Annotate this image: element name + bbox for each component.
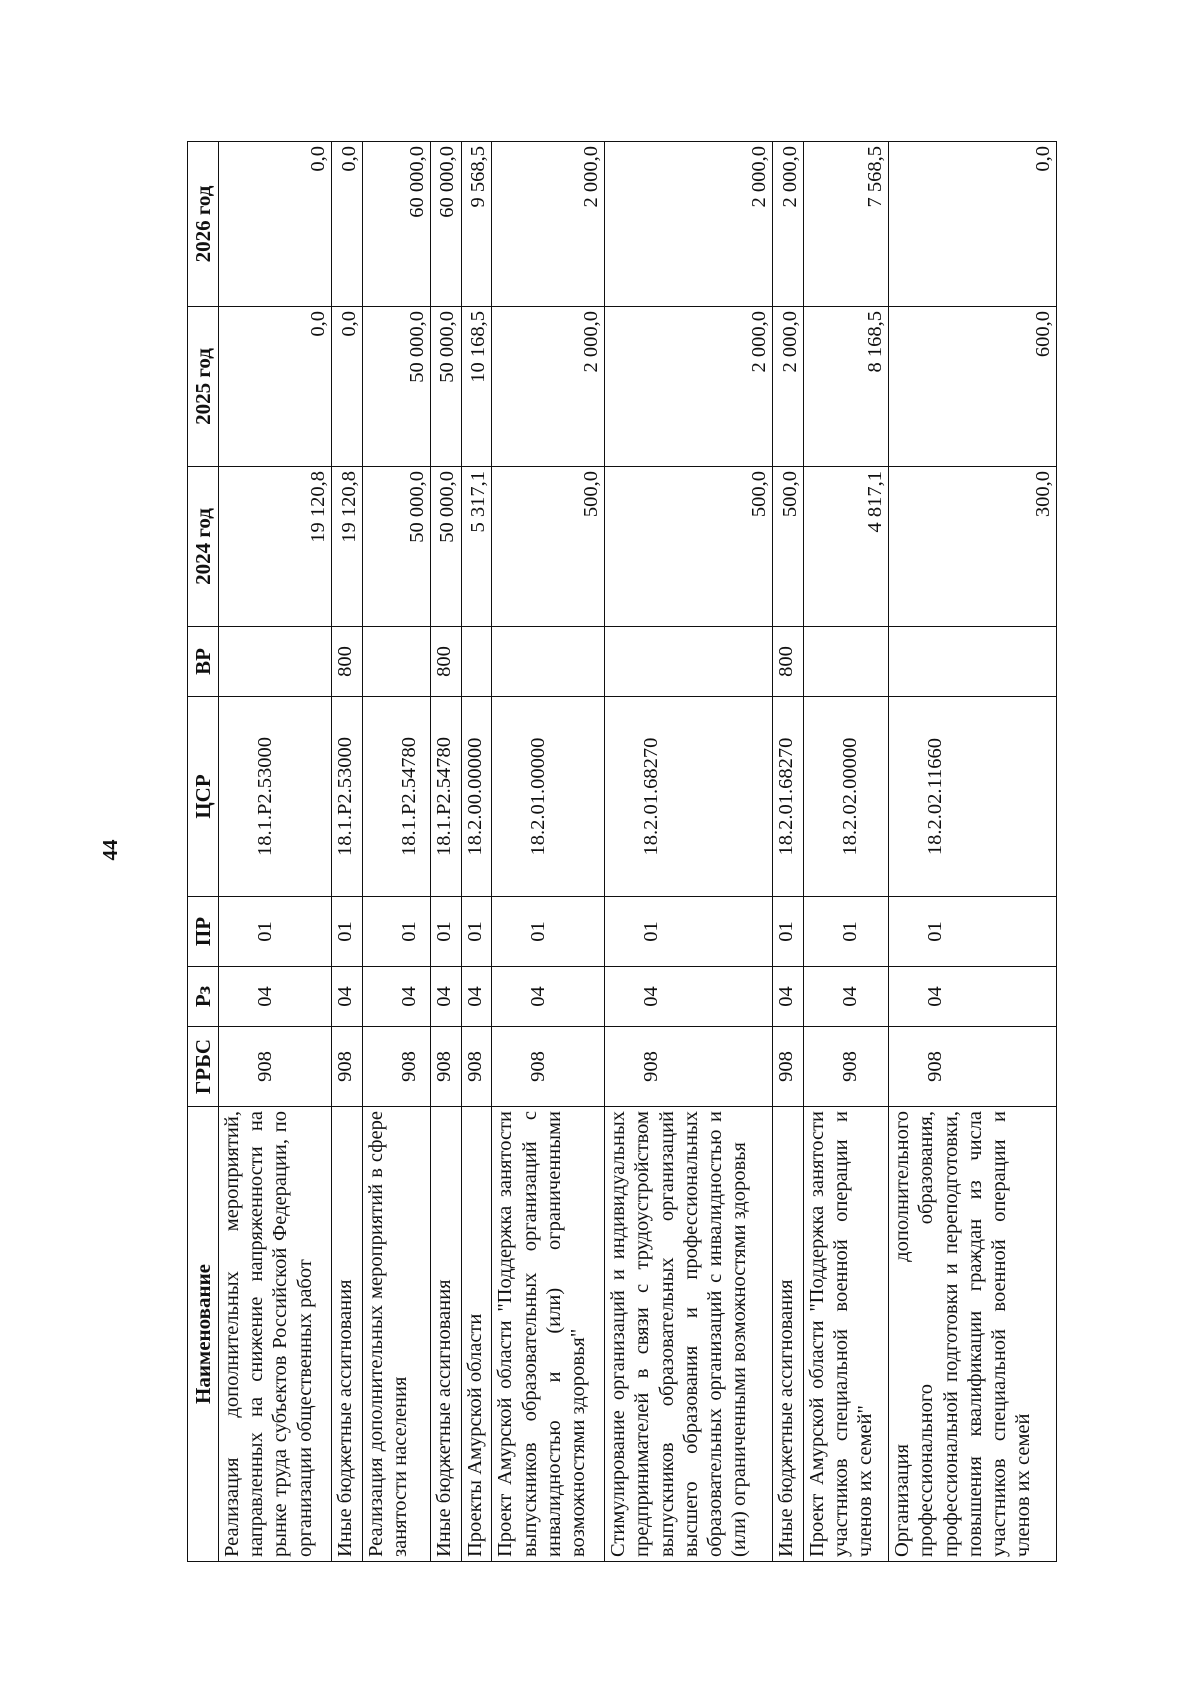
row-csr-cell: 18.1.P2.53000 xyxy=(219,697,332,897)
row-pr-cell: 01 xyxy=(772,897,803,967)
row-2026-cell: 0,0 xyxy=(889,142,1057,307)
row-2026-cell: 2 000,0 xyxy=(605,142,773,307)
row-vr-cell: 800 xyxy=(772,627,803,697)
row-vr-cell xyxy=(492,627,605,697)
row-2025-cell: 50 000,0 xyxy=(430,307,461,467)
row-csr-cell: 18.1.P2.54780 xyxy=(362,697,430,897)
table-row xyxy=(803,142,889,1562)
col-header-vr: ВР xyxy=(188,627,219,697)
row-2026-cell: 60 000,0 xyxy=(430,142,461,307)
budget-table xyxy=(187,141,1057,1562)
table-row xyxy=(430,142,461,1562)
row-2024-cell: 300,0 xyxy=(889,467,1057,627)
col-header-pr: ПР xyxy=(188,897,219,967)
row-grbs-cell: 908 xyxy=(605,1027,773,1107)
row-grbs-cell: 908 xyxy=(219,1027,332,1107)
row-vr-cell xyxy=(605,627,773,697)
row-vr-cell: 800 xyxy=(430,627,461,697)
col-header-rz: Рз xyxy=(188,967,219,1027)
row-2025-cell: 2 000,0 xyxy=(492,307,605,467)
row-grbs-cell: 908 xyxy=(362,1027,430,1107)
row-2026-cell: 7 568,5 xyxy=(803,142,889,307)
row-name-cell: Реализация дополнительных мероприятий в сфере занятости населения xyxy=(362,1107,430,1562)
row-name-cell: Стимулирование организаций и индивидуальных предпринимателей в связи с трудоустройством выпускников образовательных организаций высшего образования и профессиональных образовательных организаций с инвалидностью и (или) ограниченными возможностями здоровья xyxy=(605,1107,773,1562)
col-header-2026: 2026 год xyxy=(188,142,219,307)
row-name-cell: Иные бюджетные ассигнования xyxy=(772,1107,803,1562)
row-rz-cell: 04 xyxy=(461,967,492,1027)
row-grbs-cell: 908 xyxy=(803,1027,889,1107)
table-row xyxy=(889,142,1057,1562)
row-csr-cell: 18.2.01.00000 xyxy=(492,697,605,897)
row-name-cell: Иные бюджетные ассигнования xyxy=(430,1107,461,1562)
row-csr-cell: 18.2.01.68270 xyxy=(772,697,803,897)
row-name-cell: Реализация дополнительных мероприятий, направленных на снижение напряженности на рынке труда субъектов Российской Федерации, по организации общественных работ xyxy=(219,1107,332,1562)
row-pr-cell: 01 xyxy=(331,897,362,967)
row-2024-cell: 50 000,0 xyxy=(430,467,461,627)
row-name-cell: Организация дополнительного профессионального образования, профессиональной подготовки и переподготовки, повышения квалификации граждан из числа участников специальной военной операции и членов их семей xyxy=(889,1107,1057,1562)
budget-table-rotated xyxy=(187,142,1057,1562)
row-name-cell: Проекты Амурской области xyxy=(461,1107,492,1562)
row-rz-cell: 04 xyxy=(492,967,605,1027)
col-header-csr: ЦСР xyxy=(188,697,219,897)
row-2024-cell: 50 000,0 xyxy=(362,467,430,627)
row-vr-cell: 800 xyxy=(331,627,362,697)
row-rz-cell: 04 xyxy=(362,967,430,1027)
row-grbs-cell: 908 xyxy=(461,1027,492,1107)
row-csr-cell: 18.2.00.00000 xyxy=(461,697,492,897)
row-2026-cell: 60 000,0 xyxy=(362,142,430,307)
row-2024-cell: 5 317,1 xyxy=(461,467,492,627)
row-vr-cell xyxy=(803,627,889,697)
row-2025-cell: 0,0 xyxy=(219,307,332,467)
row-2025-cell: 2 000,0 xyxy=(605,307,773,467)
col-header-name: Наименование xyxy=(188,1107,219,1562)
row-grbs-cell: 908 xyxy=(772,1027,803,1107)
row-vr-cell xyxy=(889,627,1057,697)
row-2025-cell: 0,0 xyxy=(331,307,362,467)
row-csr-cell: 18.2.02.11660 xyxy=(889,697,1057,897)
row-2025-cell: 600,0 xyxy=(889,307,1057,467)
row-pr-cell: 01 xyxy=(362,897,430,967)
row-2024-cell: 500,0 xyxy=(492,467,605,627)
row-rz-cell: 04 xyxy=(803,967,889,1027)
row-name-cell: Иные бюджетные ассигнования xyxy=(331,1107,362,1562)
row-pr-cell: 01 xyxy=(889,897,1057,967)
col-header-grbs: ГРБС xyxy=(188,1027,219,1107)
row-grbs-cell: 908 xyxy=(331,1027,362,1107)
table-row xyxy=(461,142,492,1562)
row-2026-cell: 0,0 xyxy=(331,142,362,307)
row-name-cell: Проект Амурской области "Поддержка занятости участников специальной военной операции и членов их семей" xyxy=(803,1107,889,1562)
row-grbs-cell: 908 xyxy=(889,1027,1057,1107)
row-vr-cell xyxy=(362,627,430,697)
row-csr-cell: 18.2.02.00000 xyxy=(803,697,889,897)
table-row xyxy=(219,142,332,1562)
row-2024-cell: 500,0 xyxy=(772,467,803,627)
row-grbs-cell: 908 xyxy=(492,1027,605,1107)
row-rz-cell: 04 xyxy=(605,967,773,1027)
row-rz-cell: 04 xyxy=(331,967,362,1027)
row-pr-cell: 01 xyxy=(605,897,773,967)
row-rz-cell: 04 xyxy=(219,967,332,1027)
row-2026-cell: 9 568,5 xyxy=(461,142,492,307)
table-row xyxy=(362,142,430,1562)
row-2025-cell: 2 000,0 xyxy=(772,307,803,467)
row-pr-cell: 01 xyxy=(461,897,492,967)
col-header-2024: 2024 год xyxy=(188,467,219,627)
row-2024-cell: 4 817,1 xyxy=(803,467,889,627)
row-name-cell: Проект Амурской области "Поддержка занятости выпускников образовательных организаций с инвалидностью и (или) ограниченными возможностями здоровья" xyxy=(492,1107,605,1562)
row-pr-cell: 01 xyxy=(219,897,332,967)
row-pr-cell: 01 xyxy=(492,897,605,967)
row-2025-cell: 10 168,5 xyxy=(461,307,492,467)
col-header-2025: 2025 год xyxy=(188,307,219,467)
row-rz-cell: 04 xyxy=(772,967,803,1027)
row-vr-cell xyxy=(461,627,492,697)
row-grbs-cell: 908 xyxy=(430,1027,461,1107)
row-2024-cell: 19 120,8 xyxy=(331,467,362,627)
row-csr-cell: 18.2.01.68270 xyxy=(605,697,773,897)
table-row xyxy=(331,142,362,1562)
table-row xyxy=(492,142,605,1562)
row-csr-cell: 18.1.P2.54780 xyxy=(430,697,461,897)
row-2025-cell: 8 168,5 xyxy=(803,307,889,467)
page-number: 44 xyxy=(98,839,122,861)
table-header-row xyxy=(188,142,219,1562)
row-rz-cell: 04 xyxy=(889,967,1057,1027)
row-2026-cell: 0,0 xyxy=(219,142,332,307)
table-row xyxy=(605,142,773,1562)
row-rz-cell: 04 xyxy=(430,967,461,1027)
table-row xyxy=(772,142,803,1562)
row-2024-cell: 500,0 xyxy=(605,467,773,627)
row-vr-cell xyxy=(219,627,332,697)
row-2024-cell: 19 120,8 xyxy=(219,467,332,627)
row-2026-cell: 2 000,0 xyxy=(772,142,803,307)
row-csr-cell: 18.1.P2.53000 xyxy=(331,697,362,897)
row-pr-cell: 01 xyxy=(803,897,889,967)
row-2026-cell: 2 000,0 xyxy=(492,142,605,307)
row-pr-cell: 01 xyxy=(430,897,461,967)
row-2025-cell: 50 000,0 xyxy=(362,307,430,467)
